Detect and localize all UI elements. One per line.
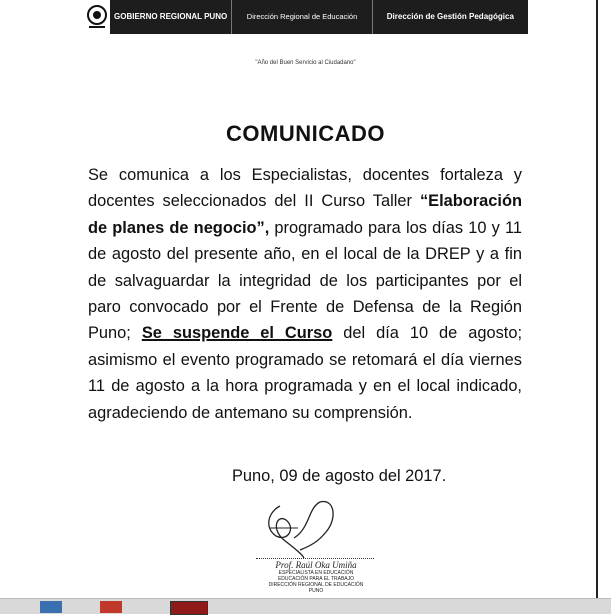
signatory-title-line2: EDUCACIÓN PARA EL TRABAJO bbox=[277, 576, 355, 582]
header-direccion-regional: Dirección Regional de Educación bbox=[232, 0, 372, 34]
taskbar-app-icon[interactable] bbox=[40, 601, 62, 613]
body-intro: Se comunica a los Especialistas, docentes fortaleza y docentes seleccionados del II Curso Taller bbox=[88, 166, 522, 211]
regional-seal-icon bbox=[84, 0, 110, 34]
suspension-notice: Se suspende el Curso bbox=[141, 324, 333, 343]
signatory-name: Prof. Raúl Oka Umiña bbox=[275, 560, 357, 570]
signature-line bbox=[256, 558, 374, 559]
header-direccion-gestion: Dirección de Gestión Pedagógica bbox=[373, 0, 528, 34]
signatory-title-line1: ESPECIALISTA EN EDUCACIÓN bbox=[278, 570, 354, 576]
signatory-title-line4: PUNO bbox=[308, 588, 324, 594]
letterhead bbox=[84, 0, 528, 34]
communique-body bbox=[88, 162, 522, 426]
handwritten-signature bbox=[250, 498, 370, 560]
signatory-title bbox=[256, 570, 376, 594]
year-motto: "Año del Buen Servicio al Ciudadano" bbox=[255, 60, 356, 66]
taskbar bbox=[0, 598, 611, 614]
body-context: programado para los días 10 y 11 de agosto del presente año, en el local de la DREP y a fin de salvaguardar la integridad de los participantes por el paro convocado por el Frente de Defensa de la Región Puno; bbox=[88, 218, 522, 343]
header-gobierno: GOBIERNO REGIONAL PUNO bbox=[110, 0, 232, 34]
date-line: Puno, 09 de agosto del 2017. bbox=[232, 467, 447, 485]
page-title: COMUNICADO bbox=[226, 121, 385, 146]
taskbar-app-icon[interactable] bbox=[100, 601, 122, 613]
signatory-title-line3: DIRECCIÓN REGIONAL DE EDUCACIÓN bbox=[268, 582, 364, 588]
body-closing: del día 10 de agosto; asimismo el evento programado se retomará el día viernes 11 de agosto a la hora programada y en el local indicado, agradeciendo de antemano su comprensión. bbox=[88, 324, 523, 422]
course-name: “Elaboración de planes de negocio”, bbox=[88, 192, 522, 237]
